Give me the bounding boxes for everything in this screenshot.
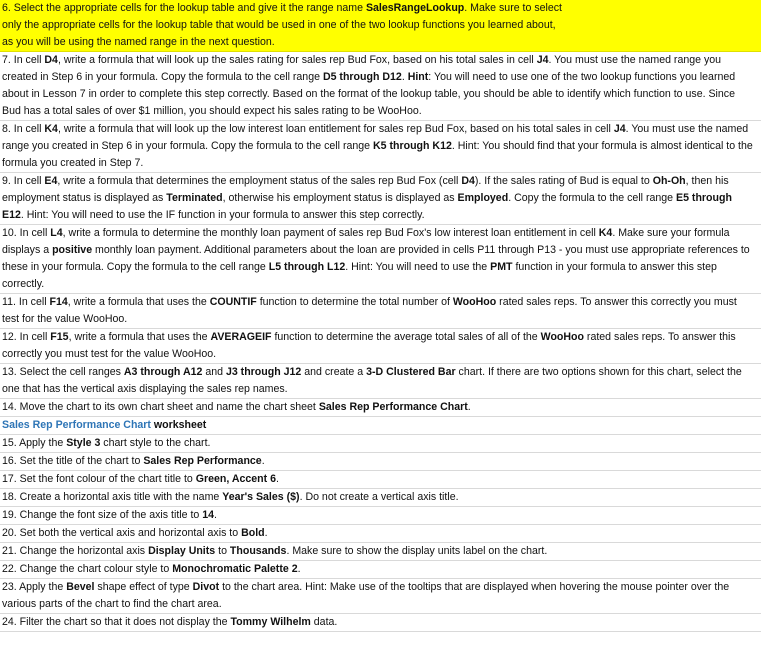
text-run: 7. In cell	[2, 54, 45, 66]
text-run: .	[261, 455, 265, 467]
text-run: . You must use the named range you created in Step 6 in your formula. Copy the formula to the cell range	[2, 123, 749, 152]
text-run: . You must use the named range you created in Step 6 in your formula. Copy the formula to the cell range	[2, 54, 722, 83]
instruction-row-8	[0, 121, 761, 173]
text-run: function in your formula to answer this step correctly.	[2, 261, 717, 290]
text-run: shape effect of type	[94, 581, 193, 593]
bold-text: COUNTIF	[209, 296, 257, 308]
text-run: function to determine the average total sales of all of the	[271, 331, 541, 343]
bold-text: 14	[202, 509, 215, 521]
text-run: , write a formula to determine the monthly loan payment of sales rep Bud Fox's low interest loan entitlement in cell	[62, 227, 599, 239]
text-run: . Make sure your formula displays a	[2, 227, 730, 256]
text-run: rated sales reps. To answer this correctly you must test for the value WooHoo.	[2, 296, 737, 325]
text-run: and	[202, 366, 226, 378]
text-run: only the appropriate cells for the lookup table that would be used in one of the two lookup functions you learned about,	[2, 19, 556, 31]
text-run: 20. Set both the vertical axis and horizontal axis to	[2, 527, 242, 539]
text-run: 13. Select the cell ranges	[2, 366, 124, 378]
text-run: 18. Create a horizontal axis title with the name	[2, 491, 223, 503]
section-heading	[0, 417, 761, 435]
text-run: to the chart area. Hint: Make use of the tooltips that are displayed when hovering the mouse pointer over the various parts of the chart to find the chart area.	[2, 581, 730, 610]
text-run: , write a formula that uses the	[68, 331, 211, 343]
instruction-row-22	[0, 561, 761, 579]
bold-text: L5 through L12	[268, 261, 346, 273]
text-run: , write a formula that uses the	[67, 296, 210, 308]
bold-text: Terminated	[166, 192, 223, 204]
bold-text: J4	[536, 54, 549, 66]
bold-text: Bold	[241, 527, 265, 539]
text-run: 23. Apply the	[2, 581, 67, 593]
text-run: ). If the sales rating of Bud is equal to	[474, 175, 653, 187]
bold-text: Sales Rep Performance	[143, 455, 262, 467]
bold-text: E4	[44, 175, 58, 187]
instruction-row-9	[0, 173, 761, 225]
text-run: , then his employment status is displayed as	[2, 175, 729, 204]
text-run: 9. In cell	[2, 175, 45, 187]
instruction-row-13	[0, 364, 761, 399]
text-run: . Hint: You will need to use the IF function in your formula to answer this step correctly.	[20, 209, 425, 221]
text-run: function to determine the total number of	[256, 296, 453, 308]
text-run: : You will need to use one of the two lookup functions you learned about in Lesson 7 in order to complete this step correctly. Based on the format of the lookup table, you should be able to identify which function to use. Since Bud has a total sales of over $1 million, you should expect his sales rating to be WooHoo.	[2, 71, 736, 117]
bold-text: PMT	[490, 261, 513, 273]
bold-text: K4	[598, 227, 613, 239]
bold-text: Hint	[407, 71, 429, 83]
bold-text: J3 through J12	[225, 366, 302, 378]
text-run: 11. In cell	[2, 296, 50, 308]
text-run: worksheet	[150, 419, 207, 431]
bold-text: Display Units	[148, 545, 216, 557]
bold-text: positive	[52, 244, 93, 256]
text-run: 19. Change the font size of the axis title to	[2, 509, 203, 521]
bold-text: K4	[44, 123, 58, 135]
instruction-row-11	[0, 294, 761, 329]
text-run: .	[401, 71, 408, 83]
bold-text: D4	[44, 54, 58, 66]
text-run: , write a formula that will look up the sales rating for sales rep Bud Fox, based on his total sales in cell	[57, 54, 537, 66]
bold-text: E5 through E12	[2, 192, 732, 221]
text-run: Sales Rep Performance Chart	[2, 419, 151, 431]
instruction-row-6c	[0, 34, 761, 52]
text-run: 6. Select the appropriate cells for the lookup table and give it the range name	[2, 2, 366, 14]
text-run: . Do not create a vertical axis title.	[299, 491, 459, 503]
text-run: chart. If there are two options shown for this chart, select the one that has the vertical axis displaying the sales rep names.	[2, 366, 742, 395]
instruction-row-24	[0, 614, 761, 632]
bold-text: Green, Accent 6	[195, 473, 277, 485]
bold-text: AVERAGEIF	[210, 331, 272, 343]
instruction-row-21	[0, 543, 761, 561]
text-run: 10. In cell	[2, 227, 51, 239]
text-run: . Make sure to select	[464, 2, 563, 14]
bold-text: Style 3	[66, 437, 101, 449]
text-run: monthly loan payment. Additional parameters about the loan are provided in cells P11 through P13 - you must use appropriate references to these in your formula. Copy the formula to the cell range	[2, 244, 750, 273]
text-run: 8. In cell	[2, 123, 45, 135]
bold-text: WooHoo	[540, 331, 584, 343]
bold-text: J4	[613, 123, 626, 135]
text-run: data.	[310, 616, 338, 628]
text-run: 24. Filter the chart so that it does not display the	[2, 616, 231, 628]
bold-text: L4	[50, 227, 63, 239]
instruction-row-20	[0, 525, 761, 543]
text-run: , write a formula that determines the employment status of the sales rep Bud Fox (cell	[57, 175, 462, 187]
bold-text: WooHoo	[452, 296, 497, 308]
bold-text: Divot	[192, 581, 220, 593]
bold-text: Bevel	[66, 581, 95, 593]
bold-text: K5 through K12	[373, 140, 452, 152]
instruction-row-18	[0, 489, 761, 507]
text-run: .	[264, 527, 268, 539]
text-run: rated sales reps. To answer this correctly you must test for the value WooHoo.	[2, 331, 736, 360]
instruction-row-19	[0, 507, 761, 525]
instruction-row-7	[0, 52, 761, 121]
instruction-row-6a	[0, 0, 761, 17]
text-run: 12. In cell	[2, 331, 51, 343]
bold-text: SalesRangeLookup	[365, 2, 465, 14]
bold-text: Sales Rep Performance Chart	[318, 401, 468, 413]
bold-text: A3 through A12	[123, 366, 203, 378]
instruction-row-23	[0, 579, 761, 614]
bold-text: Oh-Oh	[652, 175, 686, 187]
bold-text: Thousands	[229, 545, 287, 557]
text-run: , write a formula that will look up the low interest loan entitlement for sales rep Bud Fox, based on his total sales in cell	[57, 123, 614, 135]
text-run: to	[215, 545, 230, 557]
bold-text: Year's Sales ($)	[222, 491, 300, 503]
text-run: 17. Set the font colour of the chart title to	[2, 473, 196, 485]
instruction-row-14	[0, 399, 761, 417]
bold-text: D4	[461, 175, 475, 187]
bold-text: F14	[49, 296, 68, 308]
instruction-row-6b	[0, 17, 761, 34]
text-run: and create a	[301, 366, 367, 378]
instruction-row-16	[0, 453, 761, 471]
bold-text: Employed	[457, 192, 509, 204]
instruction-row-17	[0, 471, 761, 489]
text-run: . Copy the formula to the cell range	[508, 192, 677, 204]
bold-text: F15	[50, 331, 69, 343]
text-run: . Hint: You will need to use the	[345, 261, 491, 273]
text-run: , otherwise his employment status is displayed as	[222, 192, 458, 204]
text-run: 22. Change the chart colour style to	[2, 563, 173, 575]
text-run: . Hint: You should find that your formula is almost identical to the formula you created in Step 7.	[2, 140, 753, 169]
bold-text: Tommy Wilhelm	[230, 616, 311, 628]
text-run: . Make sure to show the display units label on the chart.	[286, 545, 548, 557]
text-run: .	[467, 401, 471, 413]
text-run: 14. Move the chart to its own chart sheet and name the chart sheet	[2, 401, 319, 413]
text-run: 16. Set the title of the chart to	[2, 455, 144, 467]
bold-text: 3-D Clustered Bar	[366, 366, 456, 378]
instruction-row-10	[0, 225, 761, 294]
text-run: 21. Change the horizontal axis	[2, 545, 149, 557]
bold-text: D5 through D12	[322, 71, 402, 83]
bold-text: Monochromatic Palette 2	[172, 563, 298, 575]
text-run: .	[276, 473, 279, 485]
text-run: .	[297, 563, 301, 575]
instruction-row-12	[0, 329, 761, 364]
text-run: .	[214, 509, 217, 521]
instruction-row-15	[0, 435, 761, 453]
text-run: 15. Apply the	[2, 437, 67, 449]
text-run: chart style to the chart.	[100, 437, 211, 449]
text-run: as you will be using the named range in the next question.	[2, 36, 275, 48]
